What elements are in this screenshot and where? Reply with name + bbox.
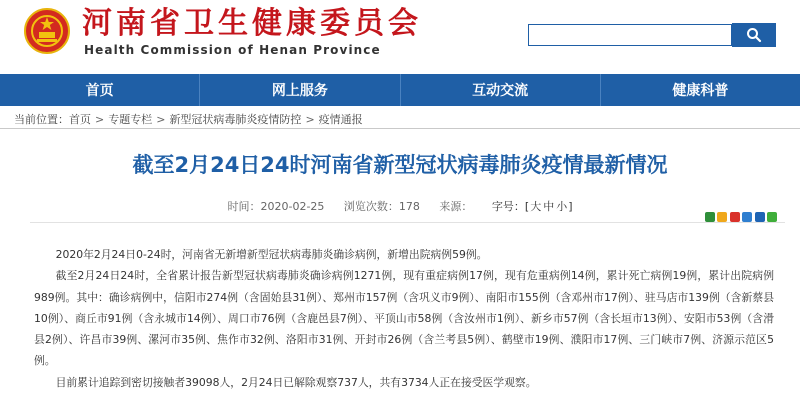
breadcrumb-separator: > [156, 112, 166, 126]
article-paragraph: 2020年2月24日0-24时，河南省无新增新型冠状病毒肺炎确诊病例，新增出院病例59例。 [55, 248, 488, 261]
breadcrumb-divider [0, 128, 800, 129]
article-meta [0, 198, 800, 214]
national-emblem-icon [24, 8, 70, 54]
meta-fontsize-close: ] [568, 200, 573, 213]
share-tencent-icon[interactable] [742, 212, 752, 222]
article-body [34, 244, 774, 393]
breadcrumb-prefix: 当前位置： [14, 113, 69, 126]
search-button[interactable] [732, 23, 776, 47]
share-plus-icon[interactable] [705, 212, 715, 222]
nav-item-home[interactable]: 首页 [0, 74, 200, 106]
meta-font-size [492, 200, 573, 213]
meta-views [344, 200, 420, 213]
meta-views-label: 浏览次数： [343, 200, 399, 213]
search-box [528, 24, 732, 46]
breadcrumb [14, 111, 363, 127]
article-paragraph: 截至2月24日24时，全省累计报告新型冠状病毒肺炎确诊病例1271例，现有重症病例17例，现有危重病例14例，累计死亡病例19例，累计出院病例989例。其中：确诊病例中，信阳市274例（含固始县31例）、郑州市157例（含巩义市9例）、南阳市155例（含邓州市17例）、驻马店市139例（含新蔡县10例）、商丘市91例（含永城市14例）、周口市76例（含鹿邑县7例）、平顶山市58例（含汝州市1例）、新乡市57例（含长垣市13例）、安阳市53例（含滑县2例）、许昌市39例、漯河市35例、焦作市32例、洛阳市31例、开封市26例（含兰考县5例）、鹤壁市19例、濮阳市17例、三门峡市7例、济源示范区5例。 [34, 269, 774, 368]
meta-time-value: 2020-02-25 [260, 200, 325, 213]
share-weibo-icon[interactable] [730, 212, 740, 222]
share-renren-icon[interactable] [755, 212, 765, 222]
meta-source [439, 200, 472, 213]
breadcrumb-item-epidemic-control[interactable]: 新型冠状病毒肺炎疫情防控 [169, 113, 302, 126]
breadcrumb-item-home[interactable]: 首页 [69, 113, 91, 126]
meta-fontsize-label: 字号： [491, 200, 525, 213]
nav-item-online-services[interactable]: 网上服务 [200, 74, 400, 106]
main-nav [0, 74, 800, 106]
font-size-small-button[interactable]: 小 [556, 200, 568, 213]
font-size-medium-button[interactable]: 中 [543, 200, 555, 213]
site-subtitle: Health Commission of Henan Province [84, 43, 381, 57]
share-wechat-icon[interactable] [767, 212, 777, 222]
search-input[interactable] [529, 26, 731, 46]
meta-time [227, 200, 324, 213]
search-icon [746, 27, 762, 43]
meta-time-label: 时间： [227, 200, 261, 213]
meta-fontsize-open: [ [524, 200, 530, 213]
breadcrumb-separator: > [305, 112, 315, 126]
article-title: 截至2月24日24时河南省新型冠状病毒肺炎疫情最新情况 [132, 153, 668, 177]
meta-divider [30, 222, 785, 223]
meta-views-value: 178 [398, 200, 420, 213]
font-size-large-button[interactable]: 大 [530, 200, 542, 213]
site-title: 河南省卫生健康委员会 [82, 6, 422, 41]
breadcrumb-item-topics[interactable]: 专题专栏 [108, 113, 153, 126]
share-qzone-icon[interactable] [717, 212, 727, 222]
breadcrumb-item-epidemic-report[interactable]: 疫情通报 [318, 113, 363, 126]
nav-item-health-science[interactable]: 健康科普 [672, 83, 729, 99]
article-paragraph: 目前累计追踪到密切接触者39098人，2月24日已解除观察737人，共有3734人正在接受医学观察。 [55, 375, 537, 389]
nav-item-interaction[interactable]: 互动交流 [401, 74, 601, 106]
meta-source-label: 来源： [439, 200, 473, 213]
site-header [0, 0, 800, 72]
breadcrumb-separator: > [95, 112, 105, 126]
share-bar [702, 212, 777, 222]
